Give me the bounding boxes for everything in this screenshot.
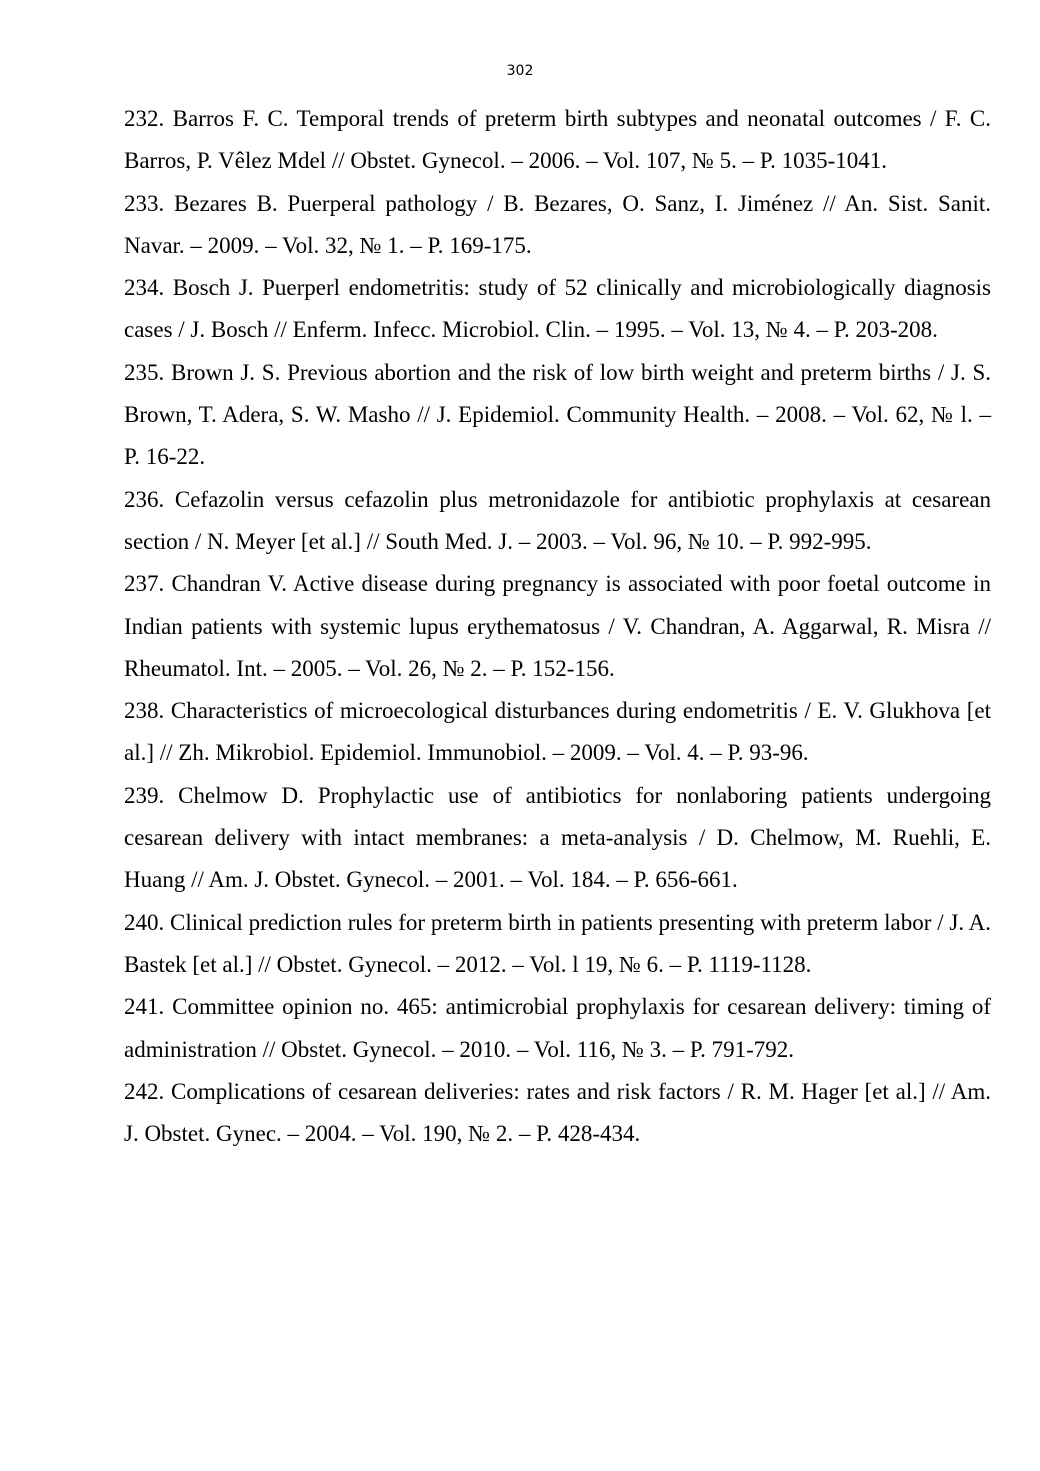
reference-item-241: 241. Committee opinion no. 465: antimicrobial prophylaxis for cesarean delivery: timing of administration // Obstet. Gynecol. – 2010. – Vol. 116, № 3. – P. 791-792. (124, 994, 991, 1062)
reference-item-240: 240. Clinical prediction rules for preterm birth in patients presenting with preterm labor / J. A. Bastek [et al.] // Obstet. Gynecol. – 2012. – Vol. l 19, № 6. – P. 1119-1128. (124, 909, 991, 977)
reference-item-232: 232. Barros F. C. Temporal trends of preterm birth subtypes and neonatal outcomes / F. C. Barros, P. Vêlez Mdel // Obstet. Gynecol. – 2006. – Vol. 107, № 5. – P. 1035-1041. (124, 106, 991, 174)
reference-list (124, 98, 991, 1155)
reference-item-242: 242. Complications of cesarean deliveries: rates and risk factors / R. M. Hager [et al.] // Am. J. Obstet. Gynec. – 2004. – Vol. 190, № 2. – P. 428-434. (124, 1078, 991, 1147)
reference-item-235: 235. Brown J. S. Previous abortion and the risk of low birth weight and preterm births / J. S. Brown, T. Adera, S. W. Masho // J. Epidemiol. Community Health. – 2008. – Vol. 62, № l. – P. 16-22. (124, 359, 991, 470)
reference-item-234: 234. Bosch J. Puerperl endometritis: study of 52 clinically and microbiologically diagnosis cases / J. Bosch // Enferm. Infecc. Microbiol. Clin. – 1995. – Vol. 13, № 4. – P. 203-208. (124, 275, 991, 343)
reference-item-238: 238. Characteristics of microecological disturbances during endometritis / E. V. Glukhova [et al.] // Zh. Mikrobiol. Epidemiol. Immunobiol. – 2009. – Vol. 4. – P. 93-96. (124, 698, 991, 766)
reference-item-233: 233. Bezares B. Puerperal pathology / B. Bezares, O. Sanz, I. Jiménez // An. Sist. Sanit. Navar. – 2009. – Vol. 32, № 1. – P. 169-175. (124, 190, 991, 258)
reference-item-236: 236. Cefazolin versus cefazolin plus metronidazole for antibiotic prophylaxis at cesarean section / N. Meyer [et al.] // South Med. J. – 2003. – Vol. 96, № 10. – P. 992-995. (124, 486, 991, 554)
reference-item-237: 237. Chandran V. Active disease during pregnancy is associated with poor foetal outcome in Indian patients with systemic lupus erythematosus / V. Chandran, A. Aggarwal, R. Misra // Rheumatol. Int. – 2005. – Vol. 26, № 2. – P. 152-156. (124, 571, 991, 681)
page-number: 302 (506, 63, 534, 79)
reference-item-239: 239. Chelmow D. Prophylactic use of antibiotics for nonlaboring patients undergoing cesarean delivery with intact membranes: a meta-analysis / D. Chelmow, M. Ruehli, E. Huang // Am. J. Obstet. Gynecol. – 2001. – Vol. 184. – P. 656-661. (124, 782, 991, 893)
